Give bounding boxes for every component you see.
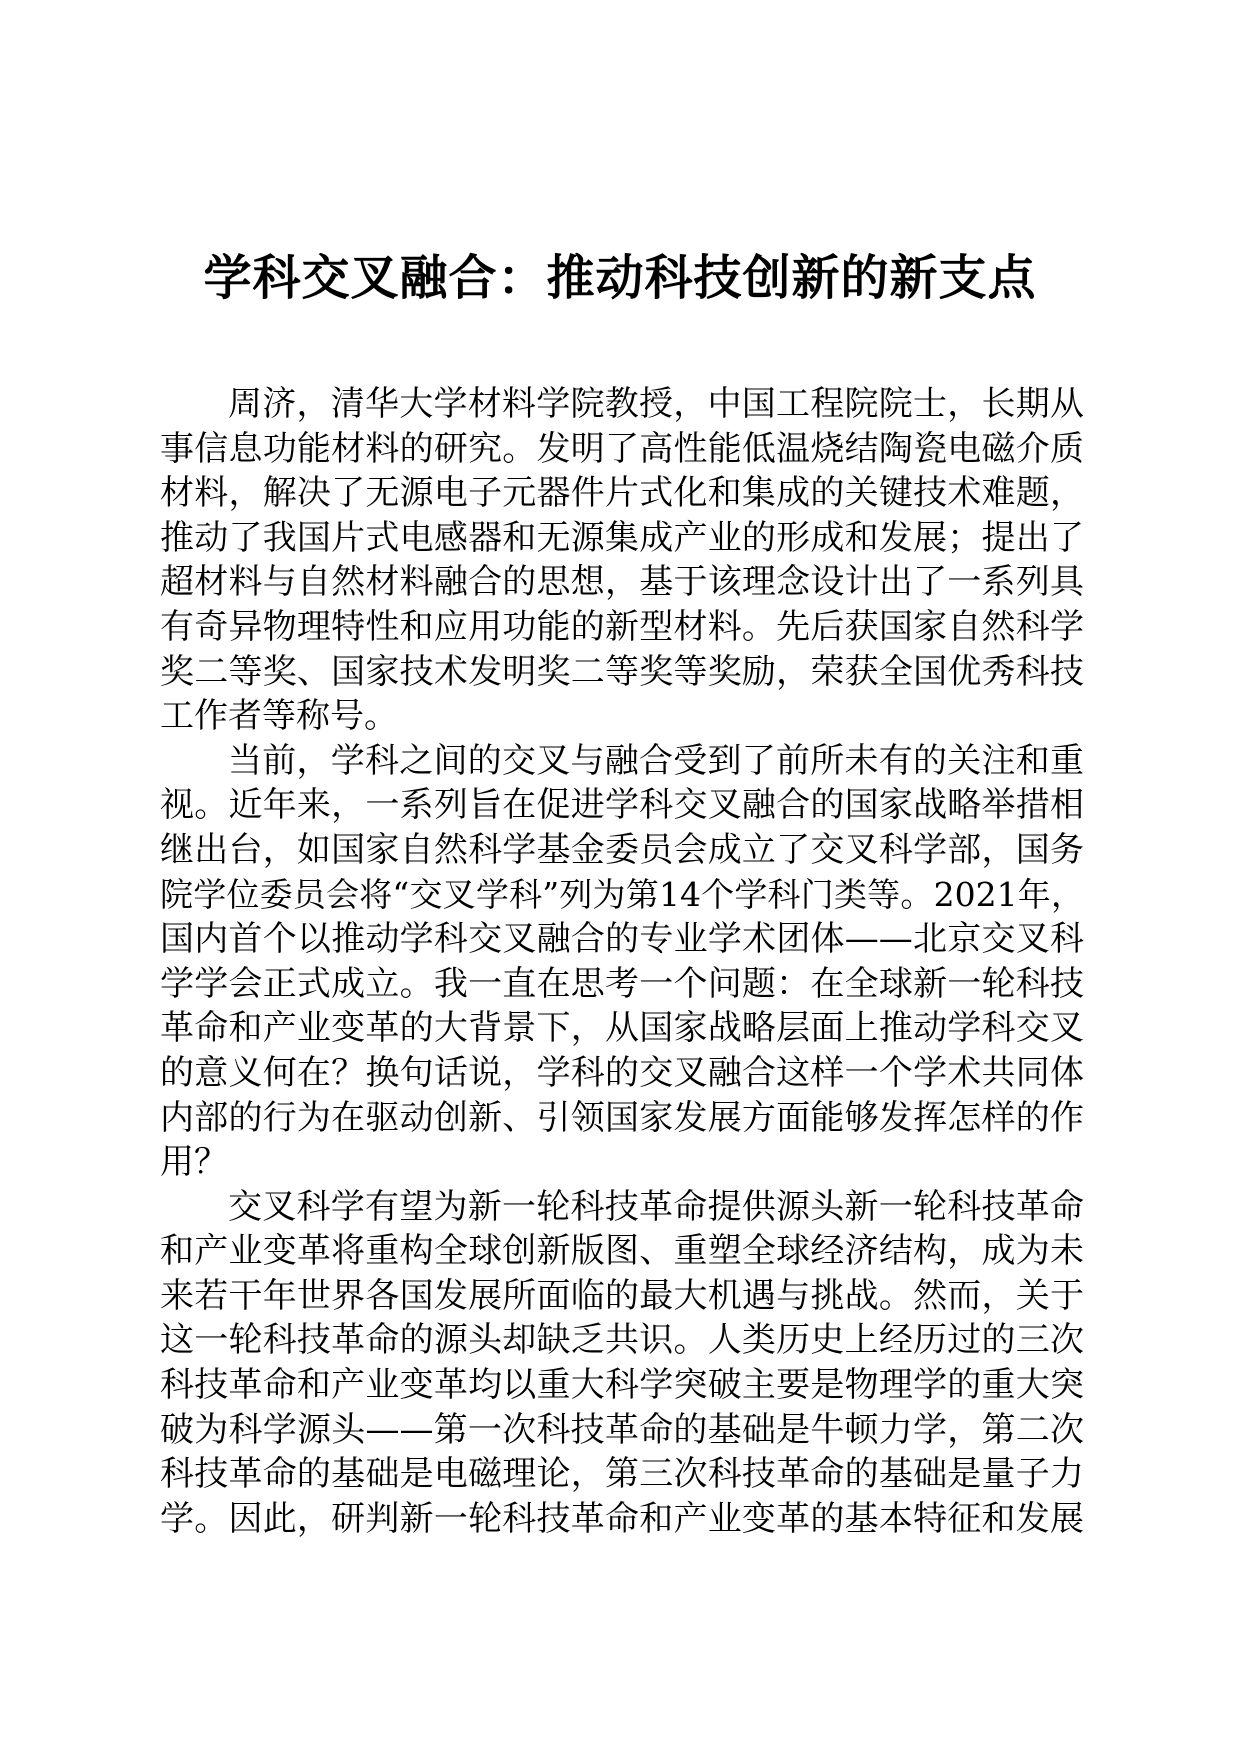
text-line: 的意义何在？换句话说，学科的交叉融合这样一个学术共同体 <box>160 1052 1084 1093</box>
document-title: 学科交叉融合：推动科技创新的新支点 <box>203 250 1037 306</box>
text-line: 这一轮科技革命的源头却缺乏共识。人类历史上经历过的三次 <box>160 1320 1084 1361</box>
text-line: 有奇异物理特性和应用功能的新型材料。先后获国家自然科学 <box>160 606 1084 647</box>
text-line: 奖二等奖、国家技术发明奖二等奖等奖励，荣获全国优秀科技 <box>160 651 1084 692</box>
text-line: 推动了我国片式电感器和无源集成产业的形成和发展；提出了 <box>160 517 1084 558</box>
text-line: 周济，清华大学材料学院教授，中国工程院院士，长期从 <box>228 384 1084 424</box>
text-line: 破为科学源头——第一次科技革命的基础是牛顿力学，第二次 <box>160 1409 1084 1450</box>
text-line: 当前，学科之间的交叉与融合受到了前所未有的关注和重 <box>228 740 1084 781</box>
text-line: 视。近年来，一系列旨在促进学科交叉融合的国家战略举措相 <box>160 785 1084 826</box>
text-line: 革命和产业变革的大背景下，从国家战略层面上推动学科交叉 <box>160 1008 1084 1049</box>
text-line: 学。因此，研判新一轮科技革命和产业变革的基本特征和发展 <box>160 1498 1084 1539</box>
text-line: 科技革命的基础是电磁理论，第三次科技革命的基础是量子力 <box>160 1454 1084 1495</box>
text-line: 工作者等称号。 <box>160 696 398 737</box>
text-line: 院学位委员会将“交叉学科”列为第14个学科门类等。2021年， <box>160 874 1084 914</box>
text-line: 继出台，如国家自然科学基金委员会成立了交叉科学部，国务 <box>160 829 1084 870</box>
text-line: 事信息功能材料的研究。发明了高性能低温烧结陶瓷电磁介质 <box>160 428 1084 469</box>
text-line: 超材料与自然材料融合的思想，基于该理念设计出了一系列具 <box>160 562 1084 603</box>
text-line: 学学会正式成立。我一直在思考一个问题：在全球新一轮科技 <box>160 963 1084 1004</box>
document-body <box>160 382 1084 1541</box>
text-line: 交叉科学有望为新一轮科技革命提供源头新一轮科技革命 <box>228 1186 1084 1227</box>
text-line: 来若干年世界各国发展所面临的最大机遇与挑战。然而，关于 <box>160 1275 1084 1316</box>
text-line: 内部的行为在驱动创新、引领国家发展方面能够发挥怎样的作 <box>160 1097 1084 1138</box>
text-line: 用？ <box>160 1142 228 1183</box>
text-line: 科技革命和产业变革均以重大科学突破主要是物理学的重大突 <box>160 1365 1084 1406</box>
text-line: 材料，解决了无源电子元器件片式化和集成的关键技术难题， <box>160 473 1084 514</box>
text-line: 国内首个以推动学科交叉融合的专业学术团体——北京交叉科 <box>160 919 1084 960</box>
text-line: 和产业变革将重构全球创新版图、重塑全球经济结构，成为未 <box>160 1231 1084 1272</box>
